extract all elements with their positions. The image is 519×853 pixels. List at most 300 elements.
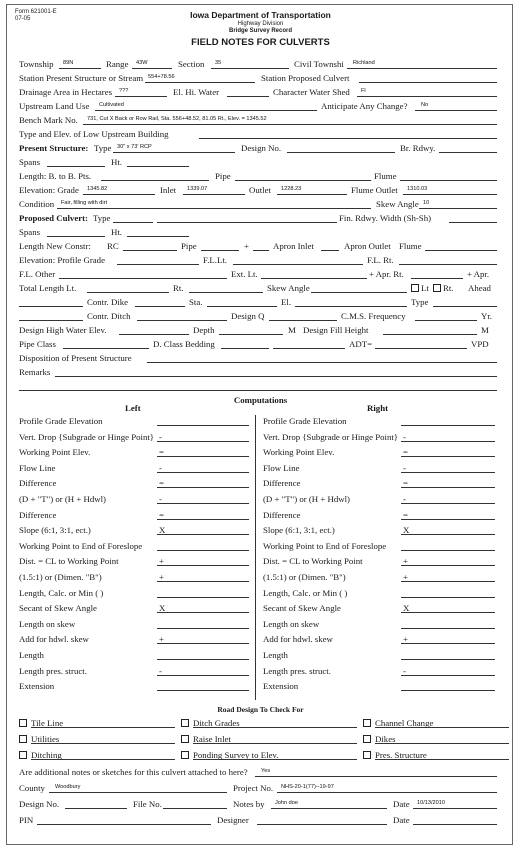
apr-label: + Apr. (467, 269, 490, 279)
condition-field[interactable] (57, 208, 371, 209)
computation-right-field[interactable] (401, 628, 495, 629)
type-elev-building-field[interactable] (199, 138, 497, 139)
lt-label: Lt (421, 283, 429, 293)
computation-left-label: Secant of Skew Angle (19, 603, 97, 614)
proposed-type-label: Type (93, 213, 111, 223)
fl-lt-label: F.L.Lt. (203, 255, 227, 265)
condition-label: Condition (19, 199, 55, 209)
el-hi-water-field[interactable] (227, 96, 269, 97)
computation-right-operator: + (403, 556, 408, 567)
remarks-field[interactable] (55, 376, 497, 377)
computation-left-field[interactable] (157, 643, 249, 644)
road-design-checkbox[interactable] (363, 751, 371, 759)
rc-field[interactable] (123, 250, 177, 251)
station-proposed-field[interactable] (359, 82, 497, 83)
design-q-field[interactable] (269, 320, 337, 321)
computation-left-operator: - (159, 665, 162, 676)
design-no-footer-label: Design No. (19, 799, 60, 809)
length-plus-field[interactable] (253, 250, 269, 251)
computation-left-label: Dist. = CL to Working Point (19, 556, 119, 567)
computation-left-operator: - (159, 431, 162, 442)
pipe-field[interactable] (235, 180, 371, 181)
rt-label: Rt. (443, 283, 454, 293)
designer-field[interactable] (257, 824, 387, 825)
apr-rt-field[interactable] (411, 278, 463, 279)
computation-left-label: Flow Line (19, 462, 56, 473)
computation-left-label: Length pres. struct. (19, 665, 87, 676)
adt-field[interactable] (375, 348, 467, 349)
drainage-area-label: Drainage Area in Hectares (19, 87, 113, 97)
length-b-to-b-label: Length: B. to B. Pts. (19, 171, 92, 181)
computation-left-label: Working Point Elev. (19, 447, 91, 458)
bench-mark-label: Bench Mark No. (19, 115, 78, 125)
present-ht-field[interactable] (127, 166, 189, 167)
design-no-footer-field[interactable] (65, 808, 127, 809)
proposed-type-field[interactable] (113, 222, 153, 223)
character-water-shed-field[interactable] (357, 96, 497, 97)
computation-left-label: (1.5:1) or (Dimen. "B") (19, 572, 102, 582)
computation-left-label: Length on skew (19, 618, 76, 629)
computation-right-operator: - (403, 665, 406, 676)
section-field[interactable] (211, 68, 289, 69)
design-q-label: Design Q (231, 311, 265, 321)
computation-right-field[interactable] (401, 581, 495, 582)
elevation-grade-label: Elevation: Grade (19, 185, 79, 195)
computation-right-operator: = (403, 447, 408, 458)
road-design-checkbox[interactable] (19, 751, 27, 759)
culvert-field-notes-form (6, 4, 513, 845)
remarks-field-2[interactable] (19, 390, 497, 391)
fl-rt-label: F.L. Rt. (367, 255, 394, 265)
computation-right-operator: - (403, 431, 406, 442)
fl-lt-field[interactable] (233, 264, 363, 265)
county-field[interactable] (49, 792, 227, 793)
length-pipe-label: Pipe (181, 241, 197, 251)
computation-right-field[interactable] (401, 643, 495, 644)
contr-dike-label: Contr. Dike (87, 297, 129, 307)
d-class-bedding-field-2[interactable] (273, 348, 345, 349)
road-design-item-field[interactable] (31, 727, 175, 728)
computation-left-label: Difference (19, 478, 57, 489)
elevation-grade-field[interactable] (83, 194, 155, 195)
notes-by-value: John doe (275, 800, 299, 806)
computation-left-label: Difference (19, 509, 57, 520)
computation-left-field[interactable] (157, 425, 249, 426)
computation-left-label: Length (19, 650, 44, 660)
present-structure-heading: Present Structure: (19, 143, 89, 153)
new-flume-label: Flume (399, 241, 422, 251)
anticipate-change-label: Anticipate Any Change? (321, 101, 408, 111)
computation-right-field[interactable] (401, 565, 495, 566)
station-proposed-label: Station Proposed Culvert (261, 73, 350, 83)
contr-type-label: Type (411, 297, 429, 307)
present-type-field[interactable] (113, 152, 235, 153)
design-no-label: Design No. (241, 143, 282, 153)
computation-right-label: Secant of Skew Angle (263, 603, 341, 614)
road-design-item-label: Ponding Survey to Elev. (193, 750, 279, 760)
total-length-rt-field[interactable] (189, 292, 263, 293)
computation-left-field[interactable] (157, 628, 249, 629)
computation-left-label: (D + "T") or (H + Hdwl) (19, 494, 106, 504)
civil-township-field[interactable] (347, 68, 497, 69)
flume-outlet-field[interactable] (403, 194, 497, 195)
apron-inlet-label: Apron Inlet (273, 241, 314, 251)
inlet-field[interactable] (183, 194, 245, 195)
vpd-label: VPD (471, 339, 489, 349)
length-pipe-field[interactable] (201, 250, 239, 251)
computation-right-label: (1.5:1) or (Dimen. "B") (263, 572, 346, 582)
computation-right-field[interactable] (401, 487, 495, 488)
road-design-item-field[interactable] (375, 759, 509, 760)
computation-left-field[interactable] (157, 565, 249, 566)
computation-left-operator: = (159, 478, 164, 489)
computation-left-label: Slope (6:1, 3:1, ect.) (19, 525, 91, 536)
proposed-skew-angle-field[interactable] (311, 292, 407, 293)
computation-left-field[interactable] (157, 612, 249, 613)
computation-right-label: Length pres. struct. (263, 665, 331, 676)
depth-label: Depth (193, 325, 215, 335)
computation-right-field[interactable] (401, 456, 495, 457)
computations-left-heading: Left (125, 403, 141, 413)
computation-right-label: Difference (263, 509, 301, 520)
computation-left-operator: = (159, 447, 164, 458)
computation-left-operator: X (159, 525, 166, 536)
computation-left-operator: + (159, 634, 164, 645)
elevation-grade-value: 1345.82 (87, 186, 108, 192)
computation-right-label: Profile Grade Elevation (263, 416, 347, 426)
computation-left-field[interactable] (157, 519, 249, 520)
computation-right-field[interactable] (401, 550, 495, 551)
date2-field[interactable] (413, 824, 497, 825)
computations-heading: Computations (233, 395, 288, 405)
computation-right-field[interactable] (401, 425, 495, 426)
drainage-area-field[interactable] (115, 96, 167, 97)
computation-right-operator: - (403, 494, 406, 504)
present-ht-label: Ht. (111, 157, 122, 167)
computation-right-operator: X (403, 603, 410, 614)
present-type-value: 30" x 73' RCP (117, 144, 152, 150)
computation-right-field[interactable] (401, 441, 495, 442)
road-design-item-field[interactable] (375, 727, 509, 728)
computation-right-field[interactable] (401, 503, 495, 504)
character-water-shed-label: Character Water Shed (273, 87, 350, 97)
contr-type-field[interactable] (433, 306, 497, 307)
cms-frequency-field[interactable] (415, 320, 477, 321)
inlet-label: Inlet (160, 185, 177, 195)
skew-angle-field[interactable] (419, 208, 497, 209)
computation-right-label: Slope (6:1, 3:1, ect.) (263, 525, 335, 536)
computation-left-field[interactable] (157, 675, 249, 676)
notes-by-field[interactable] (271, 808, 387, 809)
present-type-label: Type (94, 143, 112, 153)
computation-right-label: Working Point to End of Foreslope (263, 540, 387, 551)
pipe-label: Pipe (215, 171, 231, 181)
computation-right-field[interactable] (401, 519, 495, 520)
computation-right-operator: = (403, 478, 408, 489)
station-present-label: Station Present Structure or Stream (19, 73, 144, 83)
computation-right-label: Length, Calc. or Min ( ) (263, 587, 348, 598)
length-plus-label: + (244, 241, 249, 251)
upstream-land-use-field[interactable] (95, 110, 317, 111)
date-field[interactable] (413, 808, 497, 809)
road-design-item-field[interactable] (193, 727, 357, 728)
fin-rdwy-width-field[interactable] (449, 222, 497, 223)
apr-rt-label: + Apr. Rt. (369, 269, 404, 279)
outlet-field[interactable] (277, 194, 347, 195)
depth-field[interactable] (219, 334, 283, 335)
rt-checkbox[interactable] (433, 284, 441, 292)
inlet-value: 1339.07 (187, 186, 208, 192)
file-no-label: File No. (133, 799, 162, 809)
el-label: El. (281, 297, 292, 307)
proposed-skew-angle-label: Skew Angle (267, 283, 310, 293)
county-value: Woodbury (55, 784, 81, 790)
township-value: 89N (63, 60, 74, 66)
design-high-water-label: Design High Water Elev. (19, 325, 107, 335)
skew-angle-label: Skew Angle (376, 199, 419, 209)
disposition-label: Disposition of Present Structure (19, 353, 132, 363)
computation-left-operator: - (159, 494, 162, 504)
drainage-area-value: ??? (119, 88, 129, 94)
anticipate-change-value: No (421, 102, 429, 108)
ahead-label: Ahead (468, 283, 491, 293)
road-design-item-label: Dikes (375, 734, 396, 744)
character-water-shed-value: Fl (361, 88, 366, 94)
computation-right-label: (D + "T") or (H + Hdwl) (263, 494, 350, 504)
computation-right-label: Add for hdwl. skew (263, 634, 333, 645)
date-label: Date (393, 799, 410, 809)
new-flume-field[interactable] (425, 250, 497, 251)
road-design-checkbox[interactable] (181, 735, 189, 743)
d-class-bedding-field[interactable] (221, 348, 269, 349)
contr-dike-field[interactable] (135, 306, 185, 307)
computation-right-operator: - (403, 462, 406, 473)
design-fill-height-field[interactable] (383, 334, 477, 335)
road-design-item-label: Channel Change (375, 718, 434, 728)
section-value: 35 (215, 60, 222, 66)
civil-township-value: Richland (353, 60, 375, 66)
flume-outlet-value: 1310.03 (407, 186, 428, 192)
additional-notes-field[interactable] (255, 776, 497, 777)
ext-lt-label: Ext. Lt. (231, 269, 258, 279)
computation-right-field[interactable] (401, 675, 495, 676)
range-label: Range (106, 59, 129, 69)
computations-divider (255, 415, 256, 700)
flume-label: Flume (374, 171, 397, 181)
computation-right-field[interactable] (401, 472, 495, 473)
type-elev-building-label: Type and Elev. of Low Upstream Building (19, 129, 169, 139)
apron-outlet-label: Apron Outlet (344, 241, 391, 251)
computation-right-field[interactable] (401, 690, 495, 691)
road-design-checkbox[interactable] (19, 735, 27, 743)
form-title: FIELD NOTES FOR CULVERTS (191, 37, 330, 48)
computation-left-field[interactable] (157, 597, 249, 598)
contr-ditch-label: Contr. Ditch (87, 311, 131, 321)
computation-right-label: Difference (263, 478, 301, 489)
br-rdwy-field[interactable] (439, 152, 497, 153)
fl-other-field[interactable] (59, 278, 227, 279)
bench-mark-field[interactable] (83, 124, 497, 125)
road-design-checkbox[interactable] (181, 719, 189, 727)
section-label: Section (178, 59, 205, 69)
computation-right-operator: + (403, 572, 408, 582)
proposed-ht-field[interactable] (127, 236, 189, 237)
design-no-field[interactable] (287, 152, 395, 153)
computation-left-label: Profile Grade Elevation (19, 416, 103, 426)
computation-right-field[interactable] (401, 534, 495, 535)
road-design-checkbox[interactable] (181, 751, 189, 759)
computation-left-field[interactable] (157, 690, 249, 691)
total-length-rt-label: Rt. (173, 283, 184, 293)
road-design-checkbox[interactable] (363, 735, 371, 743)
computation-left-field[interactable] (157, 581, 249, 582)
range-field[interactable] (132, 68, 172, 69)
road-design-item-field[interactable] (31, 743, 175, 744)
road-design-heading: Road Design To Check For (217, 705, 304, 714)
outlet-label: Outlet (249, 185, 271, 195)
upstream-land-use-value: Cultivated (99, 102, 124, 108)
computation-right-field[interactable] (401, 612, 495, 613)
road-design-checkbox[interactable] (363, 719, 371, 727)
condition-value: Fair, filling with dirt (61, 200, 108, 206)
design-high-water-field[interactable] (119, 334, 189, 335)
pipe-class-field[interactable] (63, 348, 149, 349)
total-length-lt-label: Total Length Lt. (19, 283, 77, 293)
road-design-item-field[interactable] (31, 759, 175, 760)
elevation-profile-grade-label: Elevation: Profile Grade (19, 255, 105, 265)
el-field[interactable] (295, 306, 407, 307)
station-present-field[interactable] (145, 82, 255, 83)
outlet-value: 1228.23 (281, 186, 302, 192)
computation-left-field[interactable] (157, 456, 249, 457)
notes-by-label: Notes by (233, 799, 265, 809)
computation-left-operator: = (159, 509, 164, 520)
adt-label: ADT= (349, 339, 373, 349)
total-length-lt-field[interactable] (87, 292, 169, 293)
yr-label: Yr. (481, 311, 492, 321)
skew-angle-value: 10 (423, 200, 430, 206)
road-design-item-label: Utilities (31, 734, 60, 744)
road-design-item-field[interactable] (193, 759, 357, 760)
computations-right-heading: Right (367, 403, 389, 413)
br-rdwy-label: Br. Rdwy. (400, 143, 436, 153)
project-no-label: Project No. (233, 783, 274, 793)
contr-dike-pre-field[interactable] (19, 306, 83, 307)
anticipate-change-field[interactable] (415, 110, 497, 111)
ext-lt-field[interactable] (261, 278, 367, 279)
agency-name: Iowa Department of Transportation (190, 10, 331, 20)
cms-frequency-label: C.M.S. Frequency (341, 311, 406, 321)
computation-left-field[interactable] (157, 659, 249, 660)
fin-rdwy-width-label: Fin. Rdwy. Width (Sh-Sh) (339, 213, 432, 223)
computation-left-operator: + (159, 572, 164, 582)
fl-rt-field[interactable] (399, 264, 497, 265)
road-design-item-field[interactable] (193, 743, 357, 744)
station-present-value: 554+78.56 (148, 74, 175, 80)
contr-ditch-field[interactable] (137, 320, 227, 321)
computation-right-label: Vert. Drop {Subgrade or Hinge Point} (263, 431, 399, 442)
proposed-spans-label: Spans (19, 227, 41, 237)
pin-field[interactable] (37, 824, 211, 825)
pin-label: PIN (19, 815, 34, 825)
computation-left-label: Length, Calc. or Min ( ) (19, 587, 104, 598)
proposed-culvert-heading: Proposed Culvert: (19, 213, 88, 223)
road-design-item-field[interactable] (375, 743, 509, 744)
division-name: Highway Division (237, 21, 284, 27)
form-number: Form 621001-E (15, 9, 57, 15)
proposed-type-field-2[interactable] (157, 222, 337, 223)
present-spans-field[interactable] (47, 166, 105, 167)
designer-label: Designer (217, 815, 249, 825)
computation-right-field[interactable] (401, 659, 495, 660)
computation-left-field[interactable] (157, 550, 249, 551)
road-design-item-label: Tile Line (31, 718, 64, 728)
sta-field[interactable] (207, 306, 277, 307)
el-hi-water-label: El. Hi. Water (173, 87, 220, 97)
computation-left-label: Vert. Drop {Subgrade or Hinge Point} (19, 431, 155, 442)
lt-checkbox[interactable] (411, 284, 419, 292)
computation-left-label: Extension (19, 681, 55, 692)
computation-left-operator: X (159, 603, 166, 614)
road-design-item-label: Raise Inlet (193, 734, 231, 744)
bench-mark-value: 731, Cut X Back or Row Rail, Sta. 556+48.52, 81.05 Rt., Elev. = 1345.52 (87, 116, 267, 122)
fill-height-unit-label: M (481, 325, 489, 335)
computation-right-field[interactable] (401, 597, 495, 598)
computation-right-label: Working Point Elev. (263, 447, 335, 458)
flume-field[interactable] (400, 180, 497, 181)
road-design-checkbox[interactable] (19, 719, 27, 727)
computation-left-field[interactable] (157, 441, 249, 442)
computation-right-label: Length (263, 650, 288, 660)
computation-right-operator: + (403, 634, 408, 645)
length-b-to-b-field[interactable] (101, 180, 209, 181)
computation-left-field[interactable] (157, 487, 249, 488)
township-label: Township (19, 59, 54, 69)
range-value: 43W (136, 60, 148, 66)
computation-left-field[interactable] (157, 472, 249, 473)
record-name: Bridge Survey Record (228, 28, 293, 34)
proposed-spans-field[interactable] (47, 236, 105, 237)
additional-notes-value: Yes (261, 768, 271, 774)
date-value: 10/13/2010 (417, 800, 445, 806)
file-no-field[interactable] (163, 808, 227, 809)
road-design-item-label: Ditching (31, 750, 62, 760)
upstream-land-use-label: Upstream Land Use (19, 101, 90, 111)
depth-unit-label: M (288, 325, 296, 335)
computation-left-field[interactable] (157, 534, 249, 535)
length-new-constr-label: Length New Constr: (19, 241, 91, 251)
remarks-label: Remarks (19, 367, 51, 377)
apron-inlet-field[interactable] (321, 250, 339, 251)
fl-other-label: F.L. Other (19, 269, 56, 279)
sta-label: Sta. (189, 297, 203, 307)
contr-ditch-pre-field[interactable] (19, 320, 83, 321)
disposition-field[interactable] (147, 362, 497, 363)
additional-notes-label: Are additional notes or sketches for this culvert attached to here? (19, 767, 248, 777)
computation-left-field[interactable] (157, 503, 249, 504)
computation-right-operator: X (403, 525, 410, 536)
proposed-ht-label: Ht. (111, 227, 122, 237)
computation-right-label: Extension (263, 681, 299, 692)
computation-right-label: Flow Line (263, 462, 300, 473)
date2-label: Date (393, 815, 410, 825)
township-field[interactable] (59, 68, 101, 69)
flume-outlet-label: Flume Outlet (351, 185, 398, 195)
d-class-bedding-label: D. Class Bedding (153, 339, 215, 349)
project-no-field[interactable] (277, 792, 497, 793)
elevation-profile-grade-field[interactable] (117, 264, 199, 265)
computation-left-label: Add for hdwl. skew (19, 634, 89, 645)
